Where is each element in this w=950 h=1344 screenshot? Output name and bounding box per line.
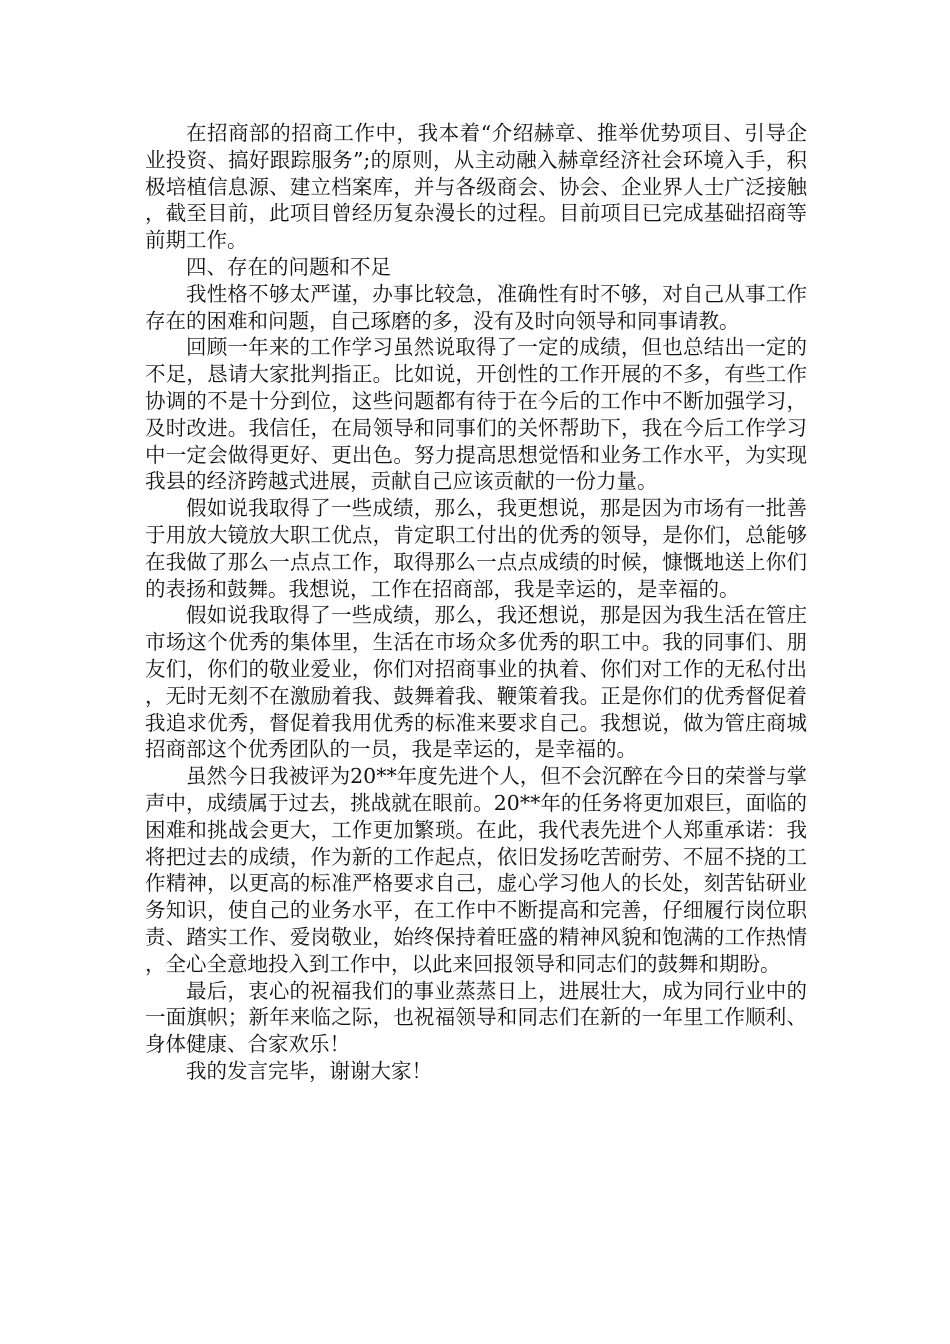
paragraph-wishes: 最后，衷心的祝福我们的事业蒸蒸日上，进展壮大，成为同行业中的一面旗帜；新年来临之际，也祝福领导和同志们在新的一年里工作顺利、身体健康、合家欢乐！ — [145, 978, 807, 1057]
paragraph-personality: 我性格不够太严谨，办事比较急，准确性有时不够，对自己从事工作存在的困难和问题，自己琢磨的多，没有及时向领导和同事请教。 — [145, 281, 807, 333]
paragraph-colleagues: 假如说我取得了一些成绩，那么，我还想说，那是因为我生活在管庄市场这个优秀的集体里，生活在市场众多优秀的职工中。我的同事们、朋友们，你们的敬业爱业，你们对招商事业的执着、你们对工作的无私付出，无时无刻不在激励着我、鼓舞着我、鞭策着我。正是你们的优秀督促着我追求优秀，督促着我用优秀的标准来要求自己。我想说，做为管庄商城招商部这个优秀团队的一员，我是幸运的，是幸福的。 — [145, 603, 807, 762]
document-body — [145, 120, 807, 1085]
paragraph-investment-work: 在招商部的招商工作中，我本着“介绍赫章、推举优势项目、引导企业投资、搞好跟踪服务”;的原则，从主动融入赫章经济社会环境入手，积极培植信息源、建立档案库，并与各级商会、协会、企业界人士广泛接触，截至目前，此项目曾经历复杂漫长的过程。目前项目已完成基础招商等前期工作。 — [145, 121, 807, 253]
paragraph-commitment: 虽然今日我被评为20**年度先进个人，但不会沉醉在今日的荣誉与掌声中，成绩属于过去，挑战就在眼前。20**年的任务将更加艰巨，面临的困难和挑战会更大，工作更加繁琐。在此，我代表先进个人郑重承诺：我将把过去的成绩，作为新的工作起点，依旧发扬吃苦耐劳、不屈不挠的工作精神，以更高的标准严格要求自己，虚心学习他人的长处，刻苦钻研业务知识，使自己的业务水平，在工作中不断提高和完善，仔细履行岗位职责、踏实工作、爱岗敬业，始终保持着旺盛的精神风貌和饱满的工作热情，全心全意地投入到工作中，以此来回报领导和同志们的鼓舞和期盼。 — [145, 764, 807, 976]
section-heading-problems: 四、存在的问题和不足 — [186, 254, 391, 279]
paragraph-leaders: 假如说我取得了一些成绩，那么，我更想说，那是因为市场有一批善于用放大镜放大职工优点，肯定职工付出的优秀的领导，是你们，总能够在我做了那么一点点工作，取得那么一点点成绩的时候，慷慨地送上你们的表扬和鼓舞。我想说，工作在招商部，我是幸运的，是幸福的。 — [145, 496, 807, 601]
paragraph-closing: 我的发言完毕，谢谢大家！ — [186, 1058, 432, 1083]
paragraph-review: 回顾一年来的工作学习虽然说取得了一定的成绩，但也总结出一定的不足，恳请大家批判指正。比如说，开创性的工作开展的不多，有些工作协调的不是十分到位，这些问题都有待于在今后的工作中不断加强学习，及时改进。我信任，在局领导和同事们的关怀帮助下，我在今后工作学习中一定会做得更好、更出色。努力提高思想觉悟和业务工作水平，为实现我县的经济跨越式进展，贡献自己应该贡献的一份力量。 — [145, 335, 807, 494]
